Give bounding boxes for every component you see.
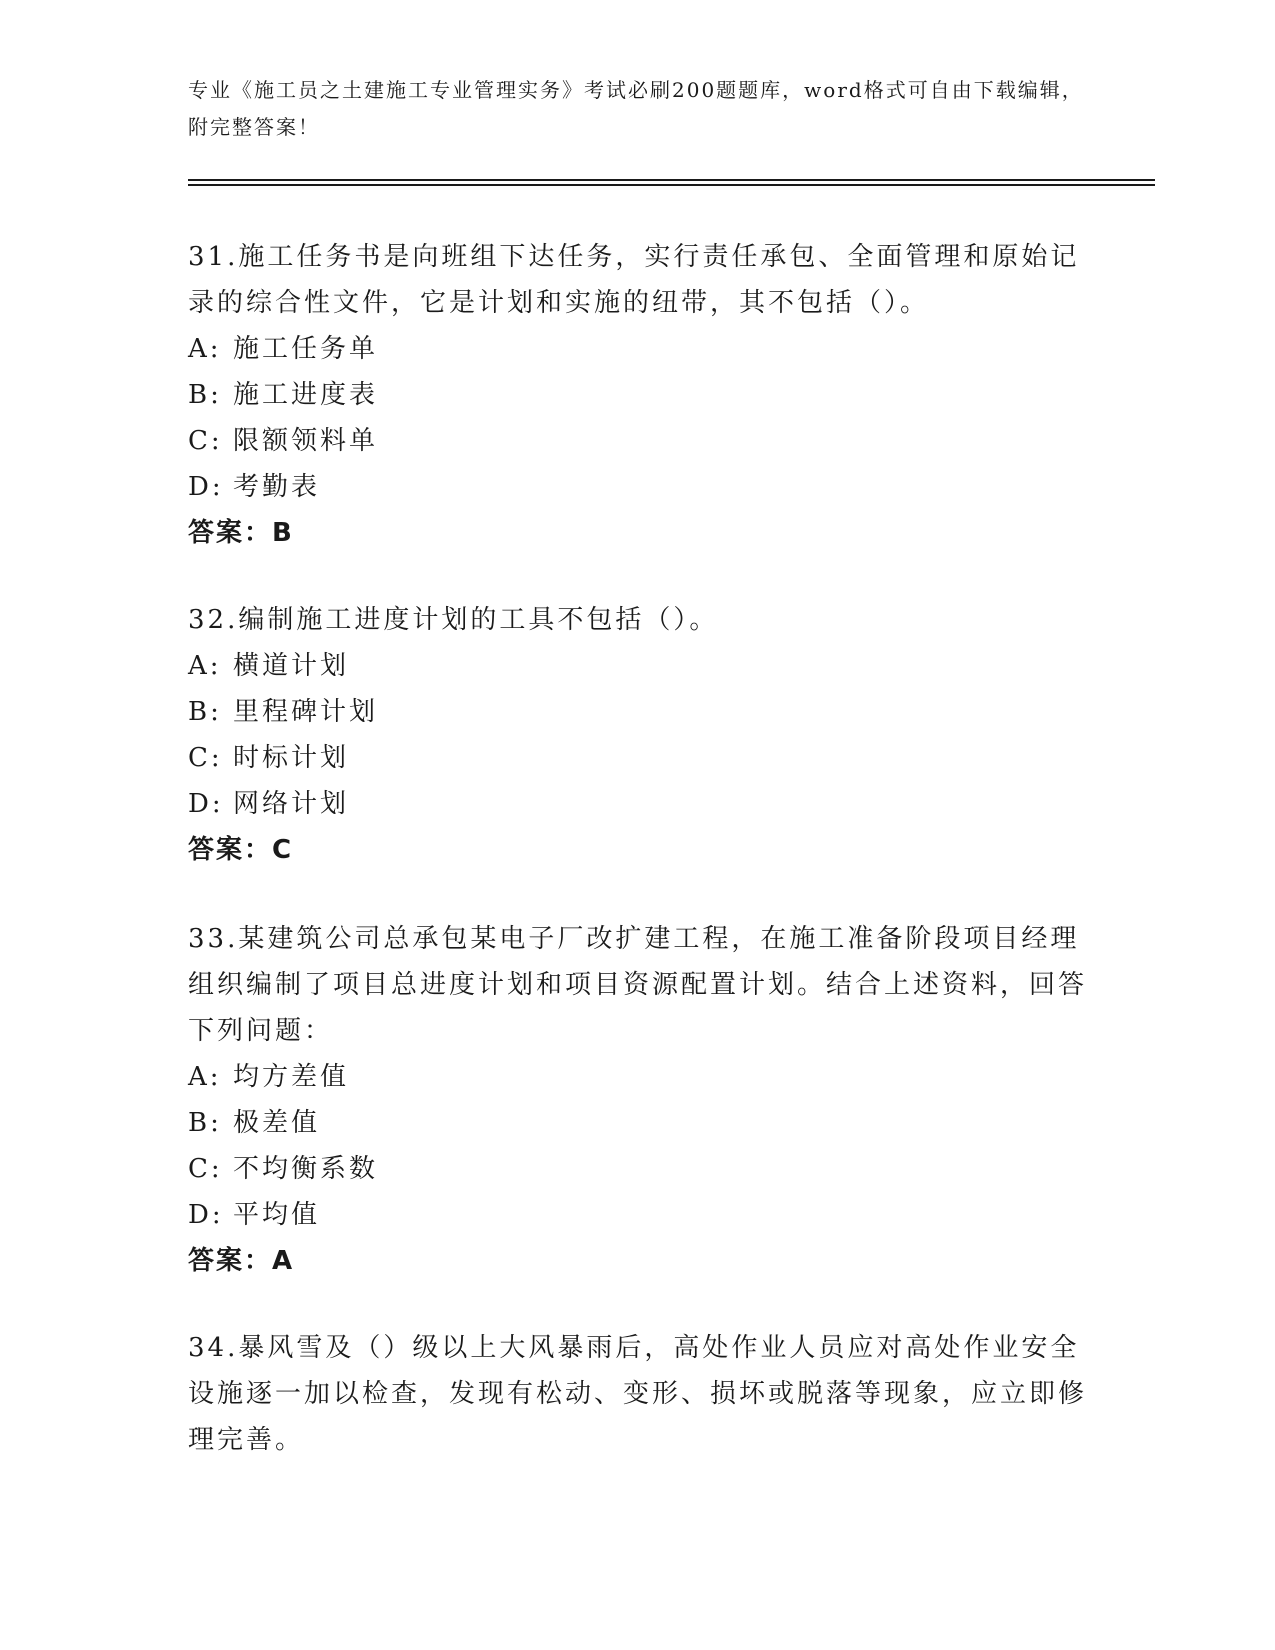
option-key: D: (188, 1200, 224, 1230)
option-text: 平均值 (233, 1200, 321, 1230)
option-text: 时标计划 (233, 743, 350, 773)
answer-line: 答案：B (188, 518, 294, 548)
question-31 (188, 234, 1088, 556)
option-key: D: (188, 472, 224, 502)
question-34 (188, 1325, 1088, 1463)
option-a (188, 326, 1088, 372)
question-stem: 32.编制施工进度计划的工具不包括（）。 (188, 605, 719, 635)
question-32 (188, 597, 1088, 873)
option-text: 里程碑计划 (233, 697, 379, 727)
option-d (188, 781, 1088, 827)
option-text: 横道计划 (233, 651, 350, 681)
option-key: D: (188, 789, 224, 819)
question-33 (188, 916, 1088, 1284)
option-key: B: (188, 380, 222, 410)
option-text: 施工任务单 (233, 334, 379, 364)
question-stem: 31.施工任务书是向班组下达任务，实行责任承包、全面管理和原始记录的综合性文件，它是计划和实施的纽带，其不包括（）。 (188, 242, 1080, 318)
option-text: 均方差值 (233, 1062, 350, 1092)
option-text: 网络计划 (233, 789, 350, 819)
option-key: B: (188, 697, 222, 727)
option-d (188, 1192, 1088, 1238)
answer-line: 答案：C (188, 835, 294, 865)
document-header: 专业《施工员之土建施工专业管理实务》考试必刷200题题库，word格式可自由下载编辑，附完整答案！ (188, 78, 1084, 139)
option-text: 不均衡系数 (233, 1154, 379, 1184)
option-text: 限额领料单 (233, 426, 379, 456)
option-text: 极差值 (233, 1108, 321, 1138)
header-divider-bottom (188, 184, 1155, 186)
option-b (188, 1100, 1088, 1146)
option-key: B: (188, 1108, 222, 1138)
option-c (188, 418, 1088, 464)
option-key: A: (188, 651, 222, 681)
option-b (188, 372, 1088, 418)
option-key: A: (188, 334, 222, 364)
option-d (188, 464, 1088, 510)
option-a (188, 643, 1088, 689)
option-c (188, 1146, 1088, 1192)
header-divider-top (188, 179, 1155, 181)
option-key: A: (188, 1062, 222, 1092)
answer-line: 答案：A (188, 1246, 295, 1276)
option-key: C: (188, 1154, 223, 1184)
question-stem: 33.某建筑公司总承包某电子厂改扩建工程，在施工准备阶段项目经理组织编制了项目总进度计划和项目资源配置计划。结合上述资料，回答下列问题： (188, 924, 1088, 1046)
question-stem: 34.暴风雪及（）级以上大风暴雨后，高处作业人员应对高处作业安全设施逐一加以检查，发现有松动、变形、损坏或脱落等现象，应立即修理完善。 (188, 1333, 1088, 1455)
option-key: C: (188, 426, 223, 456)
option-text: 施工进度表 (233, 380, 379, 410)
option-text: 考勤表 (233, 472, 321, 502)
option-b (188, 689, 1088, 735)
option-key: C: (188, 743, 223, 773)
option-a (188, 1054, 1088, 1100)
option-c (188, 735, 1088, 781)
